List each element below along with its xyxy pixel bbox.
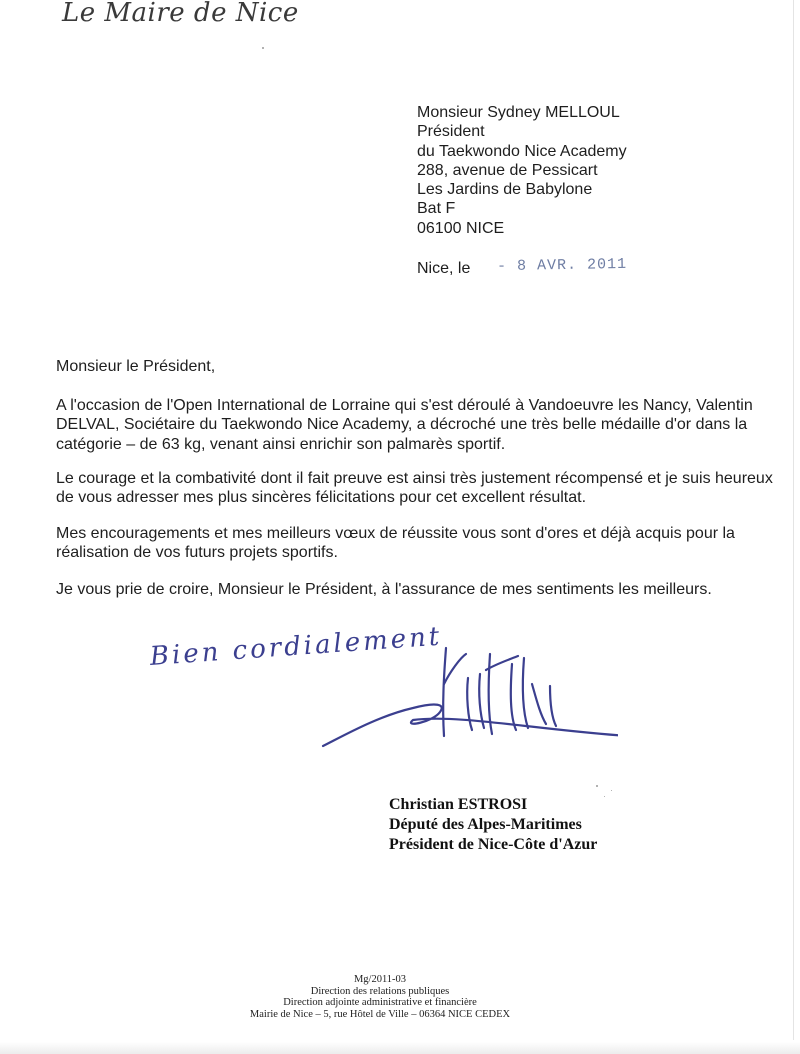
handwritten-closing: Bien cordialement — [148, 621, 444, 672]
signature-stroke-letter — [444, 654, 466, 684]
footer-sub-department: Direction adjointe administrative et financière — [283, 997, 477, 1008]
addressee-residence: Les Jardins de Babylone — [417, 181, 593, 199]
footer-department: Direction des relations publiques — [310, 985, 450, 997]
scan-speck — [604, 796, 605, 797]
signature-stroke-letter — [443, 648, 446, 736]
signer-block — [389, 795, 597, 855]
addressee-organization: du Taekwondo Nice Academy — [417, 142, 627, 160]
signature-stroke-letter — [550, 686, 556, 726]
body-paragraph-4: Je vous prie de croire, Monsieur le Président, à l'assurance de mes sentiments les meilleurs. — [56, 581, 712, 598]
addressee-title: Président — [417, 123, 485, 141]
signer-name: Christian ESTROSI — [389, 796, 528, 813]
body-paragraph-1: A l'occasion de l'Open International de Lorraine qui s'est déroulé à Vandoeuvre les Nancy, Valentin DELVAL, Sociétaire du Taekwondo Nice Academy, a décroché une très belle médaille d'or dans la catégorie – de 63 kg, venant ainsi enrichir son palmarès sportif. — [56, 397, 753, 453]
scan-speck — [262, 47, 264, 49]
footer-address: Mairie de Nice – 5, rue Hôtel de Ville – 06364 NICE CEDEX — [249, 1008, 511, 1020]
signature-image — [318, 644, 618, 759]
signature-stroke-letter — [523, 658, 528, 728]
addressee-block — [417, 103, 757, 238]
signature-stroke-letter — [479, 674, 484, 728]
salutation: Monsieur le Président, — [56, 358, 216, 375]
footer-block — [200, 974, 560, 1020]
signer-title-1: Député des Alpes-Maritimes — [389, 816, 582, 833]
addressee-name: Monsieur Sydney MELLOUL — [417, 104, 620, 121]
date-prefix: Nice, le — [417, 260, 471, 277]
letterhead: Le Maire de Nice — [62, 0, 299, 28]
body-paragraph-2: Le courage et la combativité dont il fait preuve est ainsi très justement récompensé et je suis heureux de vous adresser mes plus sincères félicitations pour cet excellent résultat. — [56, 470, 773, 507]
body-paragraph-3: Mes encouragements et mes meilleurs vœux de réussite vous sont d'ores et déjà acquis pour la réalisation de vos futurs projets sportifs. — [56, 525, 735, 562]
signature-stroke-letter — [511, 664, 516, 730]
signer-title-2: Président de Nice-Côte d'Azur — [389, 836, 598, 853]
page-edge — [793, 0, 794, 1040]
date-stamp: - 8 AVR. 2011 — [496, 255, 628, 276]
signature-stroke-letter — [467, 678, 472, 730]
scan-speck — [611, 790, 612, 791]
scan-speck — [596, 785, 598, 787]
scan-bottom-edge — [0, 1042, 800, 1054]
addressee-building: Bat F — [417, 200, 456, 218]
addressee-city: 06100 NICE — [417, 219, 505, 237]
signature-stroke-letter — [532, 684, 546, 724]
footer-reference: Mg/2011-03 — [353, 974, 407, 985]
addressee-street: 288, avenue de Pessicart — [417, 161, 598, 179]
